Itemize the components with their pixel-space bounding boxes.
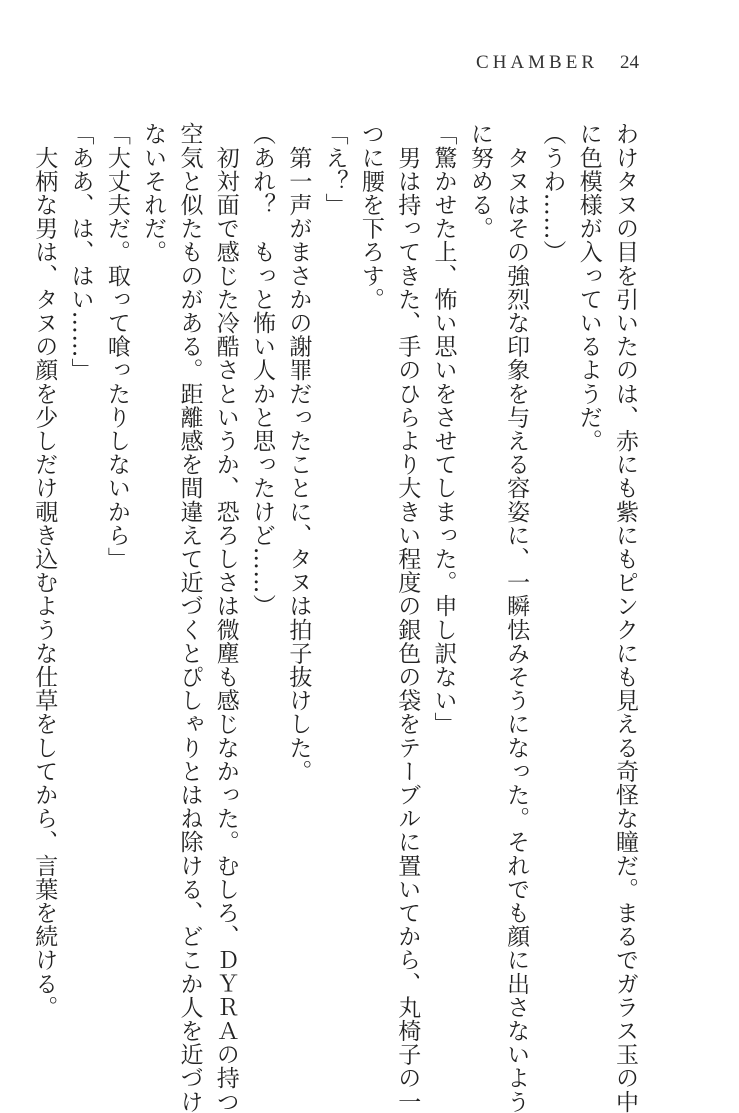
text-line: に色模様が入っているようだ。 [575, 122, 602, 453]
text-line: に努める。 [466, 122, 493, 240]
text-line: わけタヌの目を引いたのは、赤にも紫にもピンクにも見える奇怪な瞳だ。まるでガラス玉の中 [612, 122, 638, 1113]
text-line: 第一声がまさかの謝罪だったことに、タヌは拍子抜けした。 [285, 122, 312, 783]
text-line: 「驚かせた上、怖い思いをさせてしまった。申し訳ない」 [430, 122, 457, 736]
text-line: タヌはその強烈な印象を与える容姿に、一瞬怯みそうになった。それでも顔に出さないよう [503, 122, 530, 1113]
text-line: 空気と似たものがある。距離感を間違えて近づくとぴしゃりとはね除ける、どこか人を近づけ [176, 122, 203, 1113]
chapter-title: CHAMBER [476, 52, 598, 73]
page-number: 24 [620, 52, 639, 73]
vertical-body-text [26, 122, 643, 1113]
text-line: 初対面で感じた冷酷さというか、恐ろしさは微塵も感じなかった。むしろ、ＤＹＲＡの持つ [212, 122, 239, 1113]
text-line: （うわ……） [539, 122, 566, 264]
text-line: 「え？」 [321, 122, 348, 217]
text-line: 「大丈夫だ。取って喰ったりしないから」 [103, 122, 130, 571]
text-line: 「ああ、は、はい……」 [67, 122, 94, 382]
text-line: 男は持ってきた、手のひらより大きい程度の銀色の袋をテーブルに置いてから、丸椅子の一 [394, 122, 421, 1113]
text-line: ないそれだ。 [140, 122, 167, 264]
text-line: 大柄な男は、タヌの顔を少しだけ覗き込むような仕草をしてから、言葉を続ける。 [31, 122, 58, 1019]
text-line: つに腰を下ろす。 [357, 122, 384, 311]
running-header [476, 52, 639, 74]
text-line: （あれ？ もっと怖い人かと思ったけど……） [249, 122, 276, 618]
